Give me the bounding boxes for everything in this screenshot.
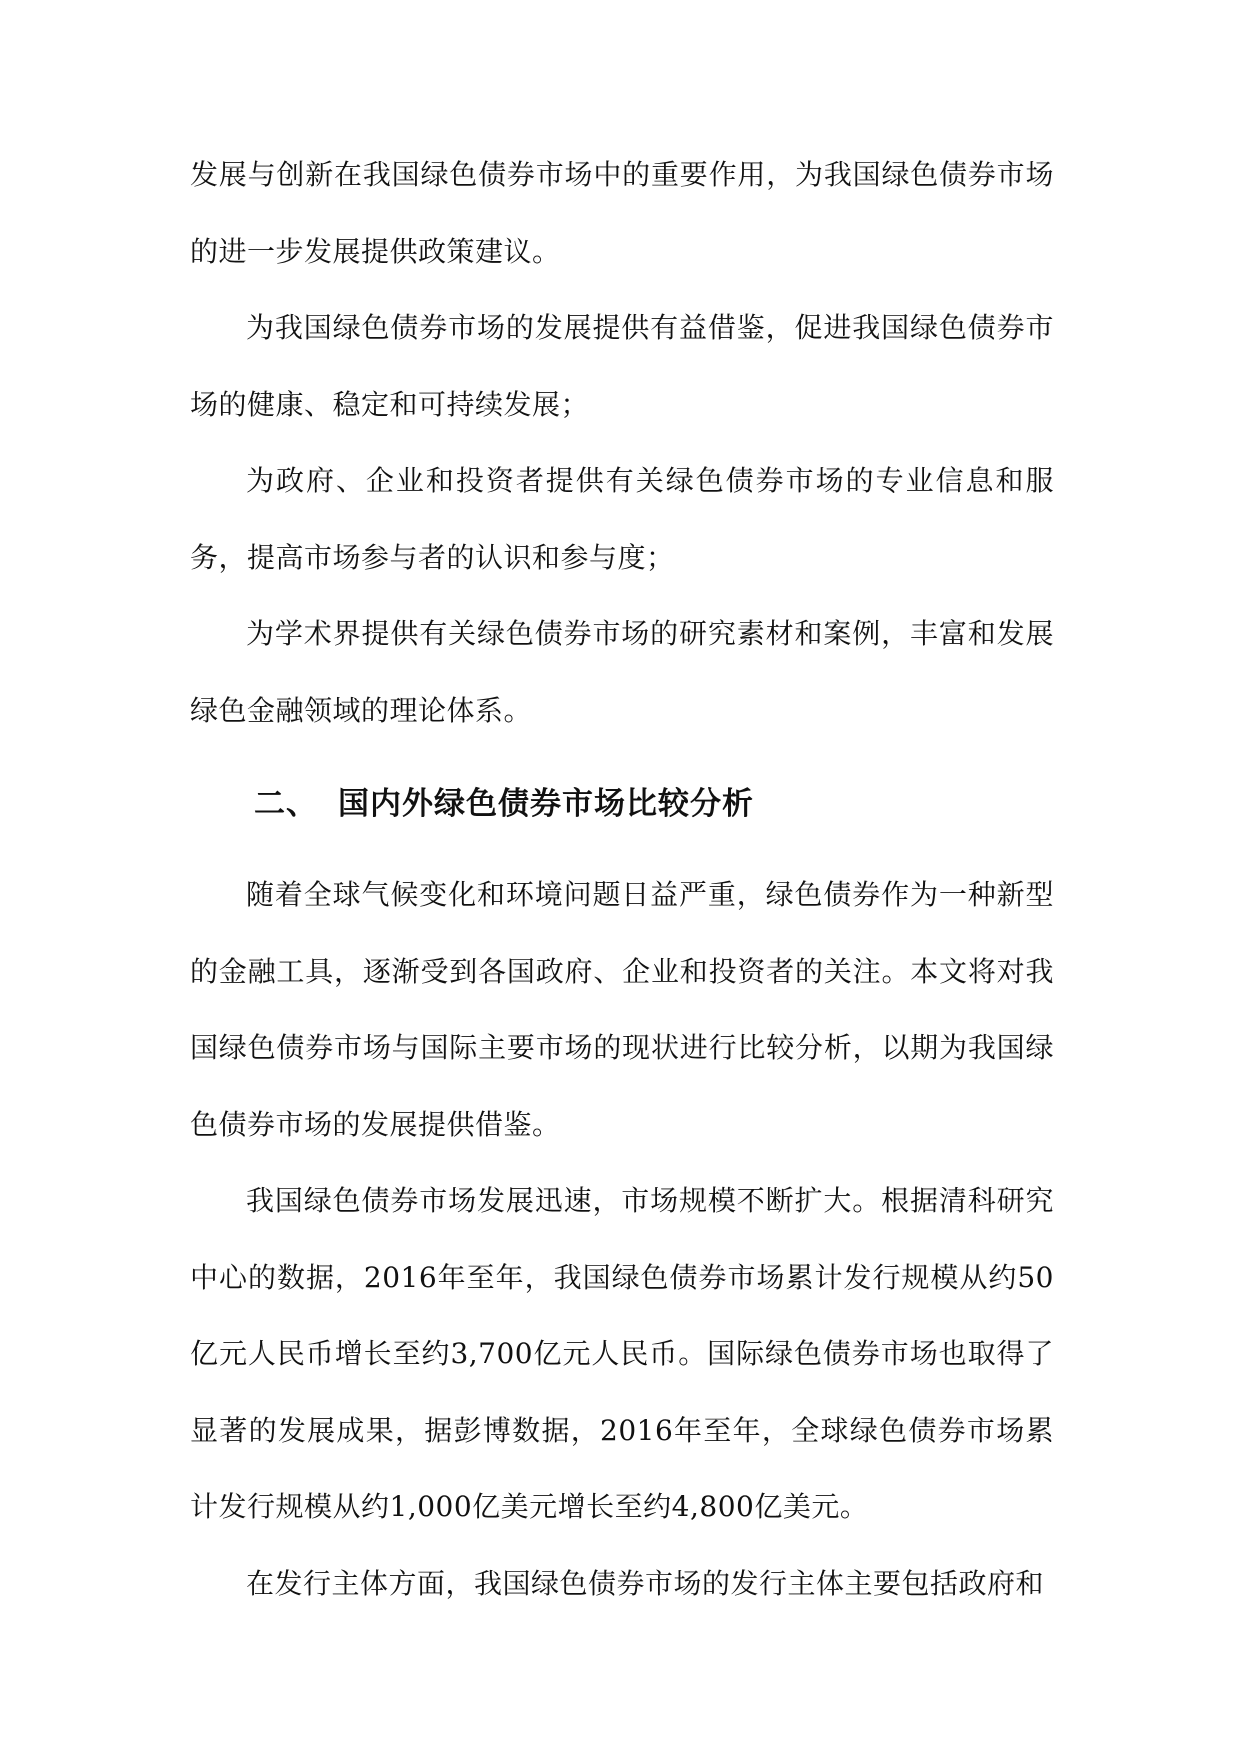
section-title: 国内外绿色债券市场比较分析: [338, 786, 754, 822]
paragraph: 随着全球气候变化和环境问题日益严重，绿色债券作为一种新型的金融工具，逐渐受到各国政府、企业和投资者的关注。本文将对我国绿色债券市场与国际主要市场的现状进行比较分析，以期为我国绿色债券市场的发展提供借鉴。: [190, 878, 1054, 1141]
section-number: 二、: [254, 786, 318, 822]
paragraph-truncated: 在发行主体方面，我国绿色债券市场的发行主体主要包括政府和: [246, 1566, 1045, 1600]
document-body: [190, 137, 1054, 1622]
paragraph-continuation: 发展与创新在我国绿色债券市场中的重要作用，为我国绿色债券市场的进一步发展提供政策建议。: [190, 158, 1054, 268]
section-heading: [190, 771, 1054, 837]
paragraph: 为学术界提供有关绿色债券市场的研究素材和案例，丰富和发展绿色金融领域的理论体系。: [190, 617, 1054, 727]
paragraph: 我国绿色债券市场发展迅速，市场规模不断扩大。根据清科研究中心的数据，2016年至年，我国绿色债券市场累计发行规模从约50亿元人民币增长至约3,700亿元人民币。国际绿色债券市场也取得了显著的发展成果，据彭博数据，2016年至年，全球绿色债券市场累计发行规模从约1,000亿美元增长至约4,800亿美元。: [190, 1184, 1054, 1523]
paragraph: 为政府、企业和投资者提供有关绿色债券市场的专业信息和服务，提高市场参与者的认识和参与度；: [190, 464, 1054, 574]
paragraph: 为我国绿色债券市场的发展提供有益借鉴，促进我国绿色债券市场的健康、稳定和可持续发展；: [190, 311, 1054, 421]
